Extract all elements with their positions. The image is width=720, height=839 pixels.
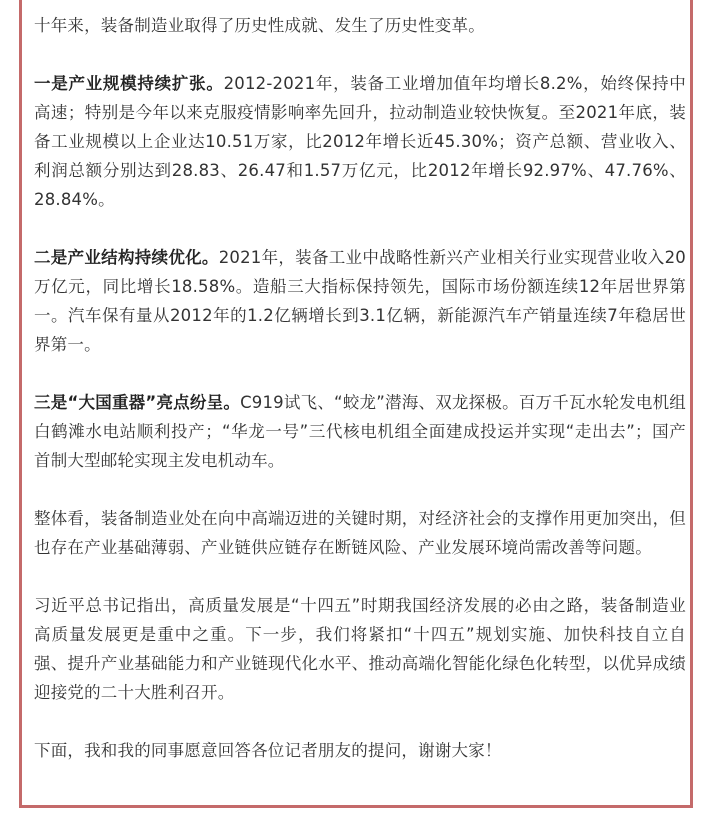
paragraph-text: 2012-2021年，装备工业增加值年均增长8.2%，始终保持中高速；特别是今年以来克服疫情影响率先回升，拉动制造业较快恢复。至2021年底，装备工业规模以上企业达10.51万家，比2012年增长近45.30%；资产总额、营业收入、利润总额分别达到28.83、26.47和1.57万亿元，比2012年增长92.97%、47.76%、28.84%。 <box>34 74 686 209</box>
paragraph-text: 下面，我和我的同事愿意回答各位记者朋友的提问，谢谢大家！ <box>34 741 502 760</box>
paragraph-text: C919试飞、“蛟龙”潜海、双龙探极。百万千瓦水轮发电机组白鹤滩水电站顺利投产；“华龙一号”三代核电机组全面建成投运并实现“走出去”；国产首制大型邮轮实现主发电机动车。 <box>34 393 686 470</box>
paragraph-text: 整体看，装备制造业处在向中高端迈进的关键时期，对经济社会的支撑作用更加突出，但也存在产业基础薄弱、产业链供应链存在断链风险、产业发展环境尚需改善等问题。 <box>34 509 686 557</box>
paragraph-major-equipment <box>34 388 686 475</box>
paragraph-text: 2021年，装备工业中战略性新兴产业相关行业实现营业收入20万亿元，同比增长18.58%。造船三大指标保持领先，国际市场份额连续12年居世界第一。汽车保有量从2012年的1.2亿辆增长到3.1亿辆，新能源汽车产销量连续7年稳居世界第一。 <box>34 248 686 354</box>
paragraph-next-steps <box>34 591 686 707</box>
paragraph-lead: 三是“大国重器”亮点纷呈。 <box>34 393 241 412</box>
article-body <box>34 11 686 794</box>
paragraph-closing <box>34 736 686 765</box>
paragraph-scale <box>34 69 686 214</box>
paragraph-lead: 一是产业规模持续扩张。 <box>34 74 224 93</box>
paragraph-lead: 二是产业结构持续优化。 <box>34 248 219 267</box>
paragraph-structure <box>34 243 686 359</box>
paragraph-overall <box>34 504 686 562</box>
paragraph-text: 十年来，装备制造业取得了历史性成就、发生了历史性变革。 <box>34 16 485 35</box>
paragraph-intro <box>34 11 686 40</box>
paragraph-text: 习近平总书记指出，高质量发展是“十四五”时期我国经济发展的必由之路，装备制造业高质量发展更是重中之重。下一步，我们将紧扣“十四五”规划实施、加快科技自立自强、提升产业基础能力和产业链现代化水平、推动高端化智能化绿色化转型，以优异成绩迎接党的二十大胜利召开。 <box>34 596 686 702</box>
